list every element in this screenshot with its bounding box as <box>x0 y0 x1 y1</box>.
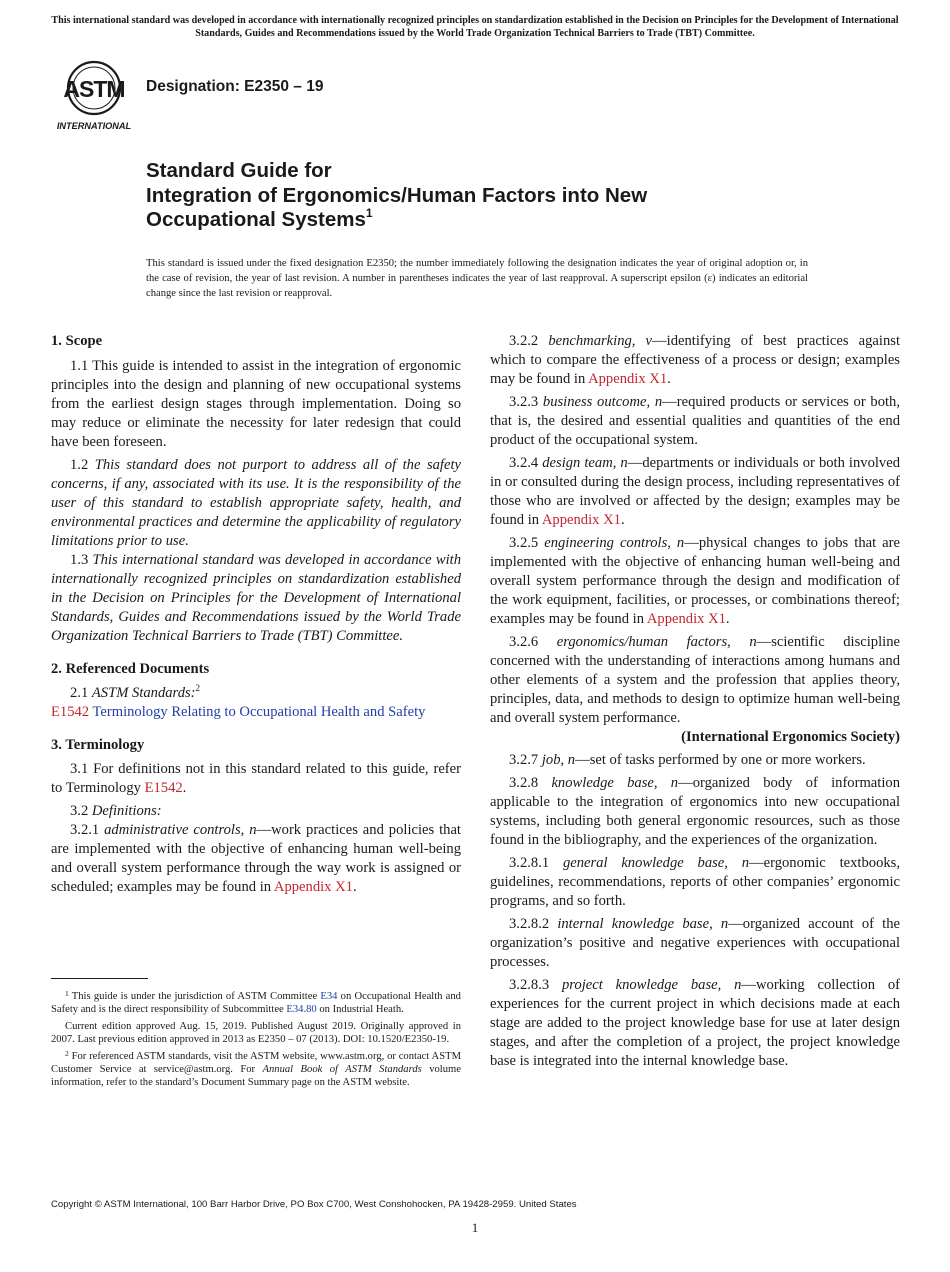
definition-text: —work practices and policies that are implemented with the objective of enhancing human well-being and overall system performance through the way work is assigned or scheduled; examples may be found in <box>51 822 461 895</box>
para-text: This standard does not purport to address all of the safety concerns, if any, associated with its use. It is the responsibility of the user of this standard to establish appropriate safety, health, and environmental practices and determine the applicability of regulatory limitations prior to use. <box>51 457 461 549</box>
footnote-2 <box>51 1050 461 1090</box>
defined-term: general knowledge base, n <box>562 855 750 871</box>
title-footnote-mark: 1 <box>365 206 373 221</box>
definition-text: —set of tasks performed by one or more workers. <box>575 752 866 768</box>
para-number: 3.2.8.2 <box>509 916 558 932</box>
svg-text:INTERNATIONAL: INTERNATIONAL <box>56 121 132 131</box>
left-column <box>51 332 461 897</box>
para-3-2-1 <box>51 821 461 897</box>
defined-term: ergonomics/human factors, n <box>556 634 757 650</box>
designation: Designation: E2350 – 19 <box>146 78 324 95</box>
definition-end: . <box>352 879 357 895</box>
para-number: 3.2.6 <box>509 634 557 650</box>
footnotes <box>51 990 461 1093</box>
astm-international-logo <box>53 58 135 132</box>
footnote-text: This guide is under the jurisdiction of ASTM Committee <box>68 991 321 1002</box>
defined-term: project knowledge base, n <box>561 977 742 993</box>
defined-term: administrative controls, n <box>104 822 257 838</box>
title-line-2: Integration of Ergonomics/Human Factors into New <box>146 183 648 207</box>
para-number: 3.2.5 <box>509 535 545 551</box>
terminology-heading: 3. Terminology <box>51 737 145 753</box>
para-text-end: . <box>182 780 187 796</box>
para-number: 3.2.8.1 <box>509 855 563 871</box>
para-3-2-5 <box>490 534 900 629</box>
para-3-2-8 <box>490 774 900 850</box>
definition-text: —required products or services or both, that is, the desired and essential qualities and quantities of the end product of the occupational system. <box>490 394 900 448</box>
appendix-x1-link[interactable]: Appendix X1 <box>588 371 668 387</box>
subcommittee-e34-80-link[interactable]: E34.80 <box>286 1004 317 1016</box>
para-number: 1.2 <box>70 457 95 473</box>
footnote-text: volume information, refer to the standard’s Document Summary page on the ASTM website. <box>51 1064 461 1089</box>
definition-text: —ergonomic textbooks, guidelines, recommendations, reports of other companies’ ergonomic programs, and so forth. <box>490 855 900 909</box>
footnote-mark: 1 <box>65 989 69 998</box>
footnote-current-edition: Current edition approved Aug. 15, 2019. Published August 2019. Originally approved in 2007. Last previous edition approved in 2013 as E2350 – 07 (2013). DOI: 10.1520/E2350-19. <box>51 1020 461 1046</box>
title-line-3 <box>146 208 866 233</box>
para-3-2-8-1 <box>490 854 900 911</box>
definition-source: (International Ergonomics Society) <box>681 729 900 745</box>
definition-end: . <box>667 371 671 387</box>
title-line-1: Standard Guide for <box>146 159 332 182</box>
footnote-divider <box>51 978 148 979</box>
page-number: 1 <box>471 1220 479 1235</box>
definition-text: —working collection of experiences for the current project in which decisions made at each stage are added to the project knowledge base for use at later design stages, and after the completion of a project, the project knowledge base is integrated into the internal knowledge base. <box>490 977 900 1069</box>
para-number: 3.2.4 <box>509 455 543 471</box>
defined-term: design team, n <box>542 455 628 471</box>
para-3-2-7 <box>490 751 900 770</box>
para-number: 2.1 <box>70 685 92 701</box>
para-number: 3.2 <box>70 803 92 819</box>
para-1-2 <box>51 456 461 551</box>
para-3-2-6 <box>490 633 900 728</box>
definition-text: —scientific discipline concerned with the understanding of interactions among humans and other elements of a system and the profession that applies theory, principles, data, and methods to design to optimize human well-being and overall system performance. <box>490 634 900 726</box>
para-number: 3.2.8 <box>509 775 552 791</box>
scope-heading: 1. Scope <box>51 333 103 349</box>
e1542-link[interactable]: E1542 <box>144 780 183 796</box>
para-text: This international standard was developed in accordance with internationally recognized principles on standardization established in the Decision on Principles for the Development of International Standards, Guides and Recommendations issued by the World Trade Organization Technical Barriers to Trade (TBT) Committee. <box>51 552 462 644</box>
standard-note: This standard is issued under the fixed designation E2350; the number immediately following the designation indicates the year of original adoption or, in the case of revision, the year of last revision. A number in parentheses indicates the year of last reapproval. A superscript epsilon (ε) indicates an editorial change since the last revision or reapproval. <box>146 258 808 299</box>
defined-term: engineering controls, n <box>544 535 685 551</box>
para-2-1 <box>51 684 461 703</box>
para-3-2-2 <box>490 332 900 389</box>
top-notice: This international standard was developed in accordance with internationally recognized principles on standardization established in the Decision on Principles for the Development of International Standards, Guides and Recommendations issued by the World Trade Organization Technical Barriers to Trade (TBT) Committee. <box>51 15 899 39</box>
title-line-3-text: Occupational Systems <box>146 208 366 232</box>
committee-e34-link[interactable]: E34 <box>320 991 338 1002</box>
footnote-text: For referenced ASTM standards, visit the ASTM website, www.astm.org, or contact ASTM Customer Service at service@astm.org. For <box>51 1050 461 1076</box>
para-3-2-8-2 <box>490 915 900 972</box>
reference-item-e1542 <box>51 703 461 722</box>
definition-text: —organized body of information applicable to the integration of ergonomics into new occupational systems, including both general ergonomic resources, such as those found in the bibliography, and the experiences of the organization. <box>490 775 900 848</box>
reference-code-link[interactable]: E1542 <box>51 704 90 720</box>
para-text: Definitions: <box>91 803 162 819</box>
para-number: 3.2.3 <box>509 394 543 410</box>
document-title <box>146 159 866 233</box>
para-number: 1.3 <box>70 552 93 568</box>
para-3-2 <box>51 802 461 821</box>
copyright: Copyright © ASTM International, 100 Barr Harbor Drive, PO Box C700, West Conshohocken, PA 19428-2959. United States <box>51 1199 577 1210</box>
defined-term: knowledge base, n <box>551 775 679 791</box>
svg-text:ASTM: ASTM <box>63 76 125 102</box>
definition-end: . <box>725 611 730 627</box>
definition-text: —physical changes to jobs that are implemented with the objective of enhancing human well-being and overall system performance through the design and modification of the work equipment, facilities, or processes, or combinations thereof; examples may be found in <box>490 535 900 627</box>
footnote-1 <box>51 990 461 1017</box>
footnote-mark: 2 <box>65 1048 69 1058</box>
right-column <box>490 332 900 1071</box>
para-1-3 <box>51 551 461 646</box>
para-text: ASTM Standards: <box>91 685 196 701</box>
para-number: 3.2.2 <box>509 333 549 349</box>
defined-term: business outcome, n <box>542 394 663 410</box>
para-3-2-4 <box>490 454 900 530</box>
definition-text: —organized account of the organization’s positive and negative experiences with occupational processes. <box>490 916 900 970</box>
definition-text: —departments or individuals or both involved in or consulted during the design process, including representatives of those who are involved or affected by the design; examples may be found in <box>490 455 900 528</box>
defined-term: internal knowledge base, n <box>557 916 729 932</box>
para-number: 3.2.7 <box>509 752 542 768</box>
defined-term: job, n <box>541 752 576 768</box>
footnote-italic-text: Annual Book of ASTM Standards <box>262 1064 422 1076</box>
reference-title-link[interactable]: Terminology Relating to Occupational Health and Safety <box>92 704 426 720</box>
para-3-2-8-3 <box>490 976 900 1071</box>
footnote-text: on Industrial Heath. <box>316 1004 404 1016</box>
appendix-x1-link[interactable]: Appendix X1 <box>646 611 726 627</box>
para-number: 3.2.8.3 <box>509 977 562 993</box>
referenced-documents-heading: 2. Referenced Documents <box>51 661 210 677</box>
appendix-x1-link[interactable]: Appendix X1 <box>273 879 353 895</box>
footnote-mark: 2 <box>195 683 201 693</box>
para-number: 3.2.1 <box>70 822 105 838</box>
para-3-1 <box>51 760 461 798</box>
definition-text: —identifying of best practices against which to compare the effectiveness of a process or design; examples may be found in <box>490 333 900 387</box>
appendix-x1-link[interactable]: Appendix X1 <box>541 512 621 528</box>
defined-term: benchmarking, v <box>548 333 653 349</box>
definition-end: . <box>620 512 625 528</box>
para-1-1: 1.1 This guide is intended to assist in the integration of ergonomic principles into the design and planning of new occupational systems from the earliest design stages through implementation. Doing so may reduce or eliminate the necessity for later redesign that could have been foreseen. <box>51 358 461 450</box>
footnote-text: on Occupational Health and Safety and is the direct responsibility of Subcommittee <box>51 991 461 1016</box>
para-text: 3.1 For definitions not in this standard related to this guide, refer to Terminology <box>51 761 461 796</box>
para-3-2-3 <box>490 393 900 450</box>
